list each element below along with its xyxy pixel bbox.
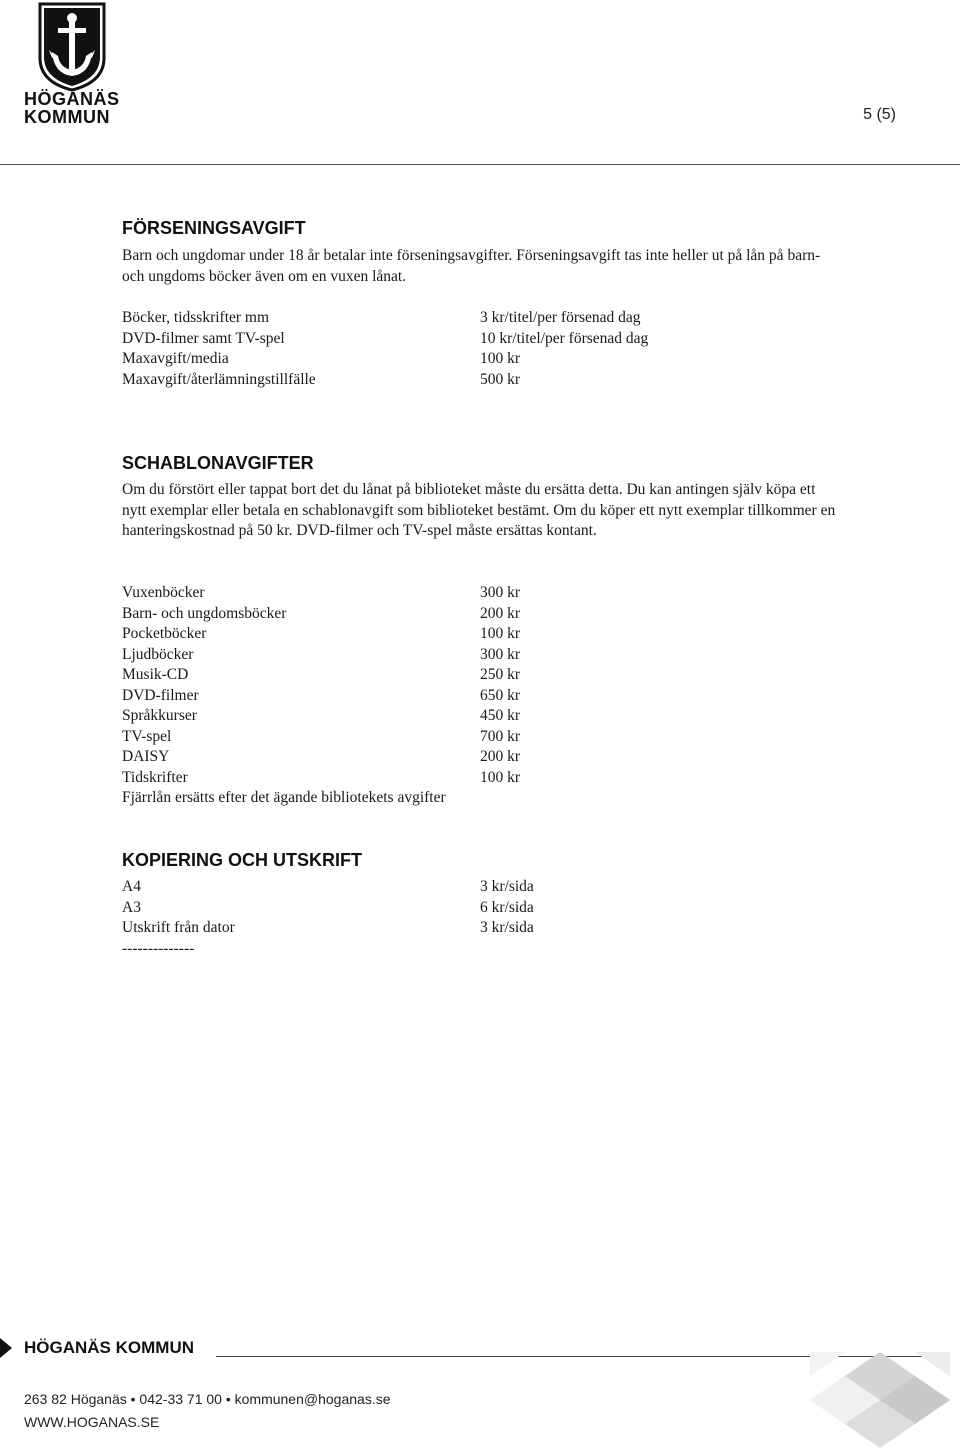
- row-value: 200 kr: [480, 604, 521, 622]
- row-value: 300 kr: [480, 645, 521, 663]
- row-label: Maxavgift/återlämningstillfälle: [122, 370, 316, 388]
- row-value: 100 kr: [480, 625, 521, 642]
- row-value: 450 kr: [480, 707, 521, 724]
- row-value: 650 kr: [480, 686, 521, 704]
- decorative-diamond-pattern: [810, 1352, 950, 1448]
- footer-address: 263 82 Höganäs • 042-33 71 00 • kommunen@hoganas.se: [24, 1391, 391, 1407]
- row-label: Ljudböcker: [122, 645, 194, 663]
- forsening-heading: FÖRSENINGSAVGIFT: [122, 218, 306, 238]
- logo-wordmark-line2: KOMMUN: [24, 107, 110, 127]
- row-value: 200 kr: [480, 748, 521, 765]
- row-label: Vuxenböcker: [122, 584, 205, 601]
- row-label: Musik-CD: [122, 666, 189, 683]
- forsening-paragraph: Barn och ungdomar under 18 år betalar inte förseningsavgifter. Förseningsavgift tas inte heller ut på lån på barn- och ungdoms böcker även om en vuxen lånat.: [122, 247, 821, 285]
- chevron-right-icon: [0, 1338, 14, 1358]
- row-label: TV-spel: [122, 727, 172, 745]
- row-label: DVD-filmer: [122, 686, 199, 704]
- schablon-paragraph: Om du förstört eller tappat bort det du lånat på biblioteket måste du ersätta detta. Du kan antingen själv köpa ett nytt exemplar eller betala en schablonavgift som biblioteket bestämt. Om du köper ett nytt exemplar tillkommer en hanteringskostnad på 50 kr. DVD-filmer och TV-spel måste ersättas kontant.: [122, 481, 836, 539]
- kopiering-heading: KOPIERING OCH UTSKRIFT: [122, 850, 363, 870]
- row-value: 700 kr: [480, 727, 521, 745]
- row-value: 300 kr: [480, 584, 521, 601]
- row-label: Utskrift från dator: [122, 919, 235, 936]
- row-value: 100 kr: [480, 350, 521, 367]
- row-value: 10 kr/titel/per försenad dag: [480, 329, 649, 347]
- row-value: 250 kr: [480, 666, 521, 683]
- page-number: 5 (5): [863, 106, 896, 123]
- row-label: A4: [122, 878, 141, 895]
- row-label: Språkkurser: [122, 707, 197, 724]
- row-value: 6 kr/sida: [480, 898, 534, 916]
- row-label: DAISY: [122, 748, 170, 765]
- row-label: Barn- och ungdomsböcker: [122, 604, 287, 622]
- schablon-heading: SCHABLONAVGIFTER: [122, 453, 314, 473]
- footer-website-link[interactable]: WWW.HOGANAS.SE: [24, 1414, 160, 1430]
- row-value: 3 kr/sida: [480, 919, 534, 936]
- row-label: A3: [122, 898, 141, 916]
- separator-line: --------------: [122, 939, 195, 957]
- row-value: 3 kr/sida: [480, 878, 534, 895]
- logo-wordmark-line1: HÖGANÄS: [24, 89, 120, 109]
- logo-wordmark: [24, 90, 120, 126]
- row-label: DVD-filmer samt TV-spel: [122, 329, 285, 347]
- header-divider: [0, 164, 960, 165]
- row-value: 3 kr/titel/per försenad dag: [480, 309, 641, 326]
- row-label: Tidskrifter: [122, 768, 188, 786]
- row-value: 500 kr: [480, 370, 521, 388]
- row-label: Böcker, tidsskrifter mm: [122, 309, 270, 326]
- schablon-note: Fjärrlån ersätts efter det ägande bibliotekets avgifter: [122, 789, 446, 806]
- footer-brand: HÖGANÄS KOMMUN: [24, 1338, 194, 1357]
- row-label: Pocketböcker: [122, 625, 207, 642]
- row-value: 100 kr: [480, 768, 521, 786]
- row-label: Maxavgift/media: [122, 350, 229, 367]
